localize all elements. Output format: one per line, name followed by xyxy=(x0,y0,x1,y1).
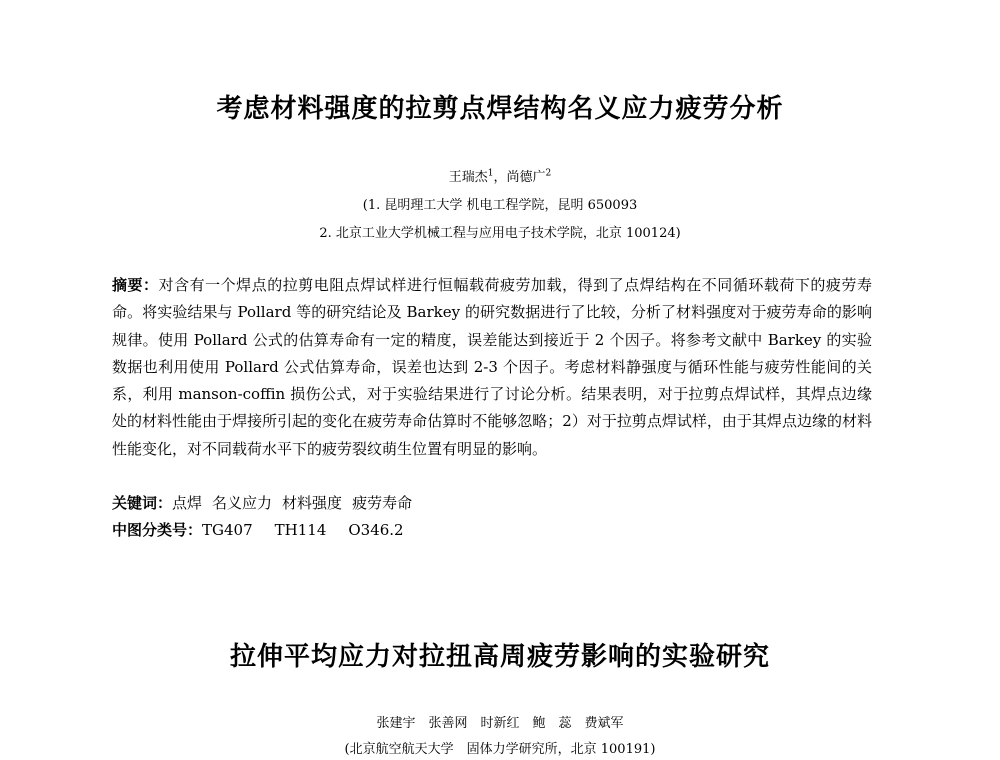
paper-title: 拉伸平均应力对拉扭高周疲劳影响的实验研究 xyxy=(229,642,770,672)
abstract-text: 对含有一个焊点的拉剪电阻点焊试样进行恒幅载荷疲劳加载，得到了点焊结构在不同循环载荷下的疲劳寿命。将实验结果与 Pollard 等的研究结论及 Barkey 的研究数据进行了比较，分析了材料强度对于疲劳寿命的影响规律。使用 Pollard 公式的估算寿命有一定的精度，误差能达到接近于 2 个因子。将参考文献中 Barkey 的实验数据也利用使用 Pollard 公式估算寿命，误差也达到 2-3 个因子。考虑材料静强度与循环性能与疲劳性能间的关系，利用 manson-coffin 损伤公式，对于实验结果进行了讨论分析。结果表明，对于拉剪点焊试样，其焊点边缘处的材料性能由于焊接所引起的变化在疲劳寿命估算时不能够忽略；2）对于拉剪点焊试样，由于其焊点边缘的材料性能变化，对不同载荷水平下的疲劳裂纹萌生位置有明显的影响。 xyxy=(112,276,872,458)
abstract-block xyxy=(112,272,872,463)
paper-title: 考虑材料强度的拉剪点焊结构名义应力疲劳分析 xyxy=(216,94,784,124)
classification-label: 中图分类号： xyxy=(112,521,203,539)
classification-line xyxy=(112,519,872,540)
author-line xyxy=(0,166,1000,185)
author-name: 尚德广 xyxy=(506,170,546,185)
classification-code: TH114 xyxy=(274,521,327,539)
keywords-label: 关键词： xyxy=(112,494,173,512)
author-name: 王瑞杰 xyxy=(448,170,488,185)
affiliation-line: 2. 北京工业大学机械工程与应用电子技术学院，北京 100124) xyxy=(319,226,681,241)
classification-code: TG407 xyxy=(202,521,253,539)
classification-code: O346.2 xyxy=(348,521,404,539)
abstract-label: 摘要： xyxy=(112,276,159,294)
keyword: 名义应力 xyxy=(212,494,273,512)
keyword: 疲劳寿命 xyxy=(352,494,413,512)
author-affiliation-mark: 1 xyxy=(487,168,494,179)
author-line: 张建宇 张善网 时新红 鲍 蕊 费斌军 xyxy=(376,716,624,731)
affiliation-line: (1. 昆明理工大学 机电工程学院，昆明 650093 xyxy=(362,198,638,213)
author-separator: ， xyxy=(493,170,507,185)
keyword: 材料强度 xyxy=(282,494,343,512)
keywords-line xyxy=(112,492,872,513)
keyword: 点焊 xyxy=(172,494,203,512)
affiliation-line: (北京航空航天大学 固体力学研究所，北京 100191) xyxy=(344,742,656,757)
author-affiliation-mark: 2 xyxy=(545,168,552,179)
